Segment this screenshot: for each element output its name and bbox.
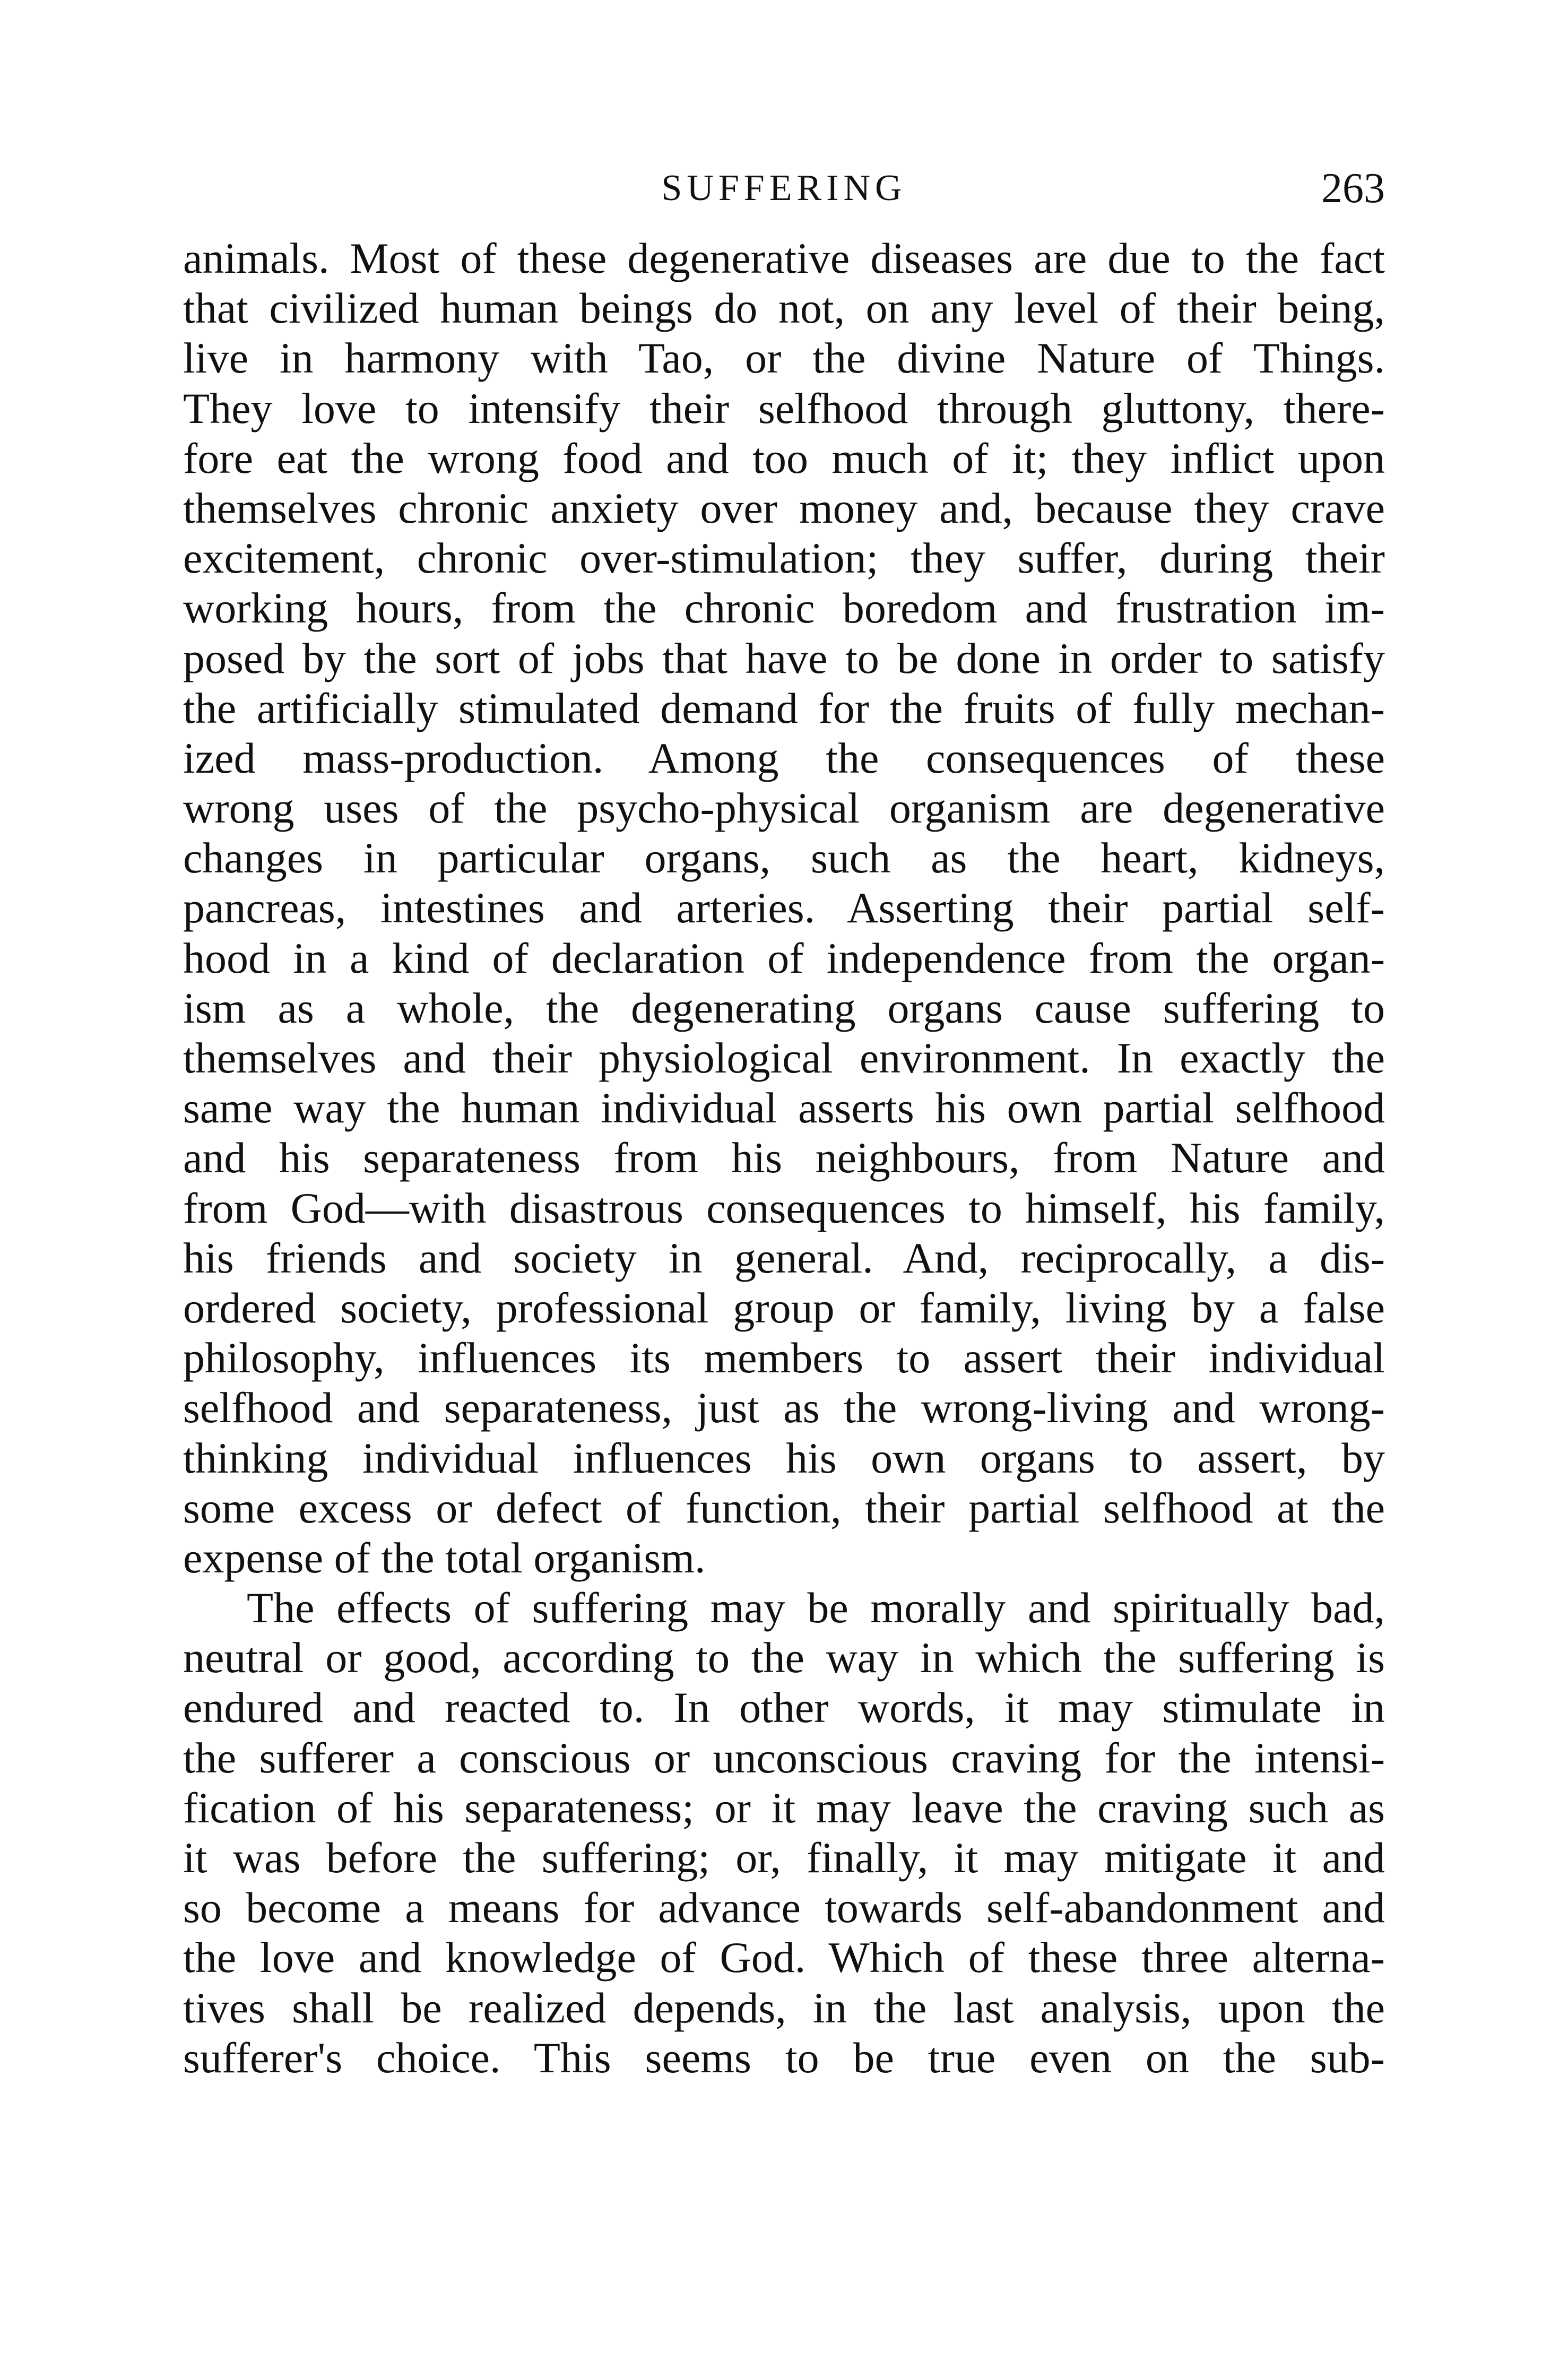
text-line: so become a means for advance towards self-abandonment and [183, 1883, 1385, 1932]
text-line: working hours, from the chronic boredom and frustration im- [183, 584, 1385, 633]
text-line: hood in a kind of declaration of independence from the organ- [183, 933, 1385, 982]
page-header [183, 159, 1385, 218]
text-line: selfhood and separateness, just as the wrong-living and wrong- [183, 1383, 1385, 1432]
text-line: the artificially stimulated demand for the fruits of fully mechan- [183, 684, 1385, 732]
paragraph [183, 233, 1385, 1583]
text-line: from God—with disastrous consequences to himself, his family, [183, 1183, 1385, 1232]
text-line: same way the human individual asserts his own partial selfhood [183, 1084, 1385, 1132]
text-line: some excess or defect of function, their partial selfhood at the [183, 1483, 1385, 1532]
text-line: tives shall be realized depends, in the last analysis, upon the [183, 1983, 1385, 2032]
text-line: it was before the suffering; or, finally, it may mitigate it and [183, 1833, 1385, 1882]
text-line: thinking individual influences his own organs to assert, by [183, 1433, 1385, 1482]
text-line: posed by the sort of jobs that have to be done in order to satisfy [183, 634, 1385, 682]
text-line: The effects of suffering may be morally and spiritually bad, [247, 1584, 1385, 1632]
text-line: themselves and their physiological environment. In exactly the [183, 1034, 1385, 1082]
paragraph [183, 1583, 1385, 2083]
text-line: ordered society, professional group or family, living by a false [183, 1283, 1385, 1332]
text-line: the love and knowledge of God. Which of these three alterna- [183, 1933, 1385, 1982]
text-line: expense of the total organism. [183, 1533, 706, 1582]
text-line: fication of his separateness; or it may leave the craving such as [183, 1783, 1385, 1832]
text-line: ized mass-production. Among the consequences of these [183, 733, 1385, 782]
text-line: pancreas, intestines and arteries. Asserting their partial self- [183, 884, 1385, 932]
text-line: themselves chronic anxiety over money and, because they crave [183, 483, 1385, 532]
text-line: fore eat the wrong food and too much of it; they inflict upon [183, 434, 1385, 482]
text-line: They love to intensify their selfhood through gluttony, there- [183, 384, 1385, 433]
text-line: live in harmony with Tao, or the divine Nature of Things. [183, 334, 1385, 383]
text-line: excitement, chronic over-stimulation; they suffer, during their [183, 534, 1385, 583]
text-line: animals. Most of these degenerative diseases are due to the fact [183, 234, 1385, 282]
text-line: wrong uses of the psycho-physical organism are degenerative [183, 784, 1385, 833]
text-line: changes in particular organs, such as the heart, kidneys, [183, 834, 1385, 883]
page-number: 263 [1321, 165, 1385, 212]
body-text [183, 233, 1385, 2083]
running-head: SUFFERING [661, 168, 907, 209]
text-line: neutral or good, according to the way in which the suffering is [183, 1633, 1385, 1682]
text-line: and his separateness from his neighbours, from Nature and [183, 1134, 1385, 1182]
text-line: his friends and society in general. And, reciprocally, a dis- [183, 1233, 1385, 1282]
text-line: ism as a whole, the degenerating organs cause suffering to [183, 983, 1385, 1032]
text-line: philosophy, influences its members to assert their individual [183, 1334, 1385, 1382]
text-line: endured and reacted to. In other words, it may stimulate in [183, 1683, 1385, 1732]
text-line: that civilized human beings do not, on any level of their being, [183, 284, 1385, 333]
text-line: the sufferer a conscious or unconscious craving for the intensi- [183, 1733, 1385, 1782]
text-line: sufferer's choice. This seems to be true even on the sub- [183, 2033, 1385, 2082]
